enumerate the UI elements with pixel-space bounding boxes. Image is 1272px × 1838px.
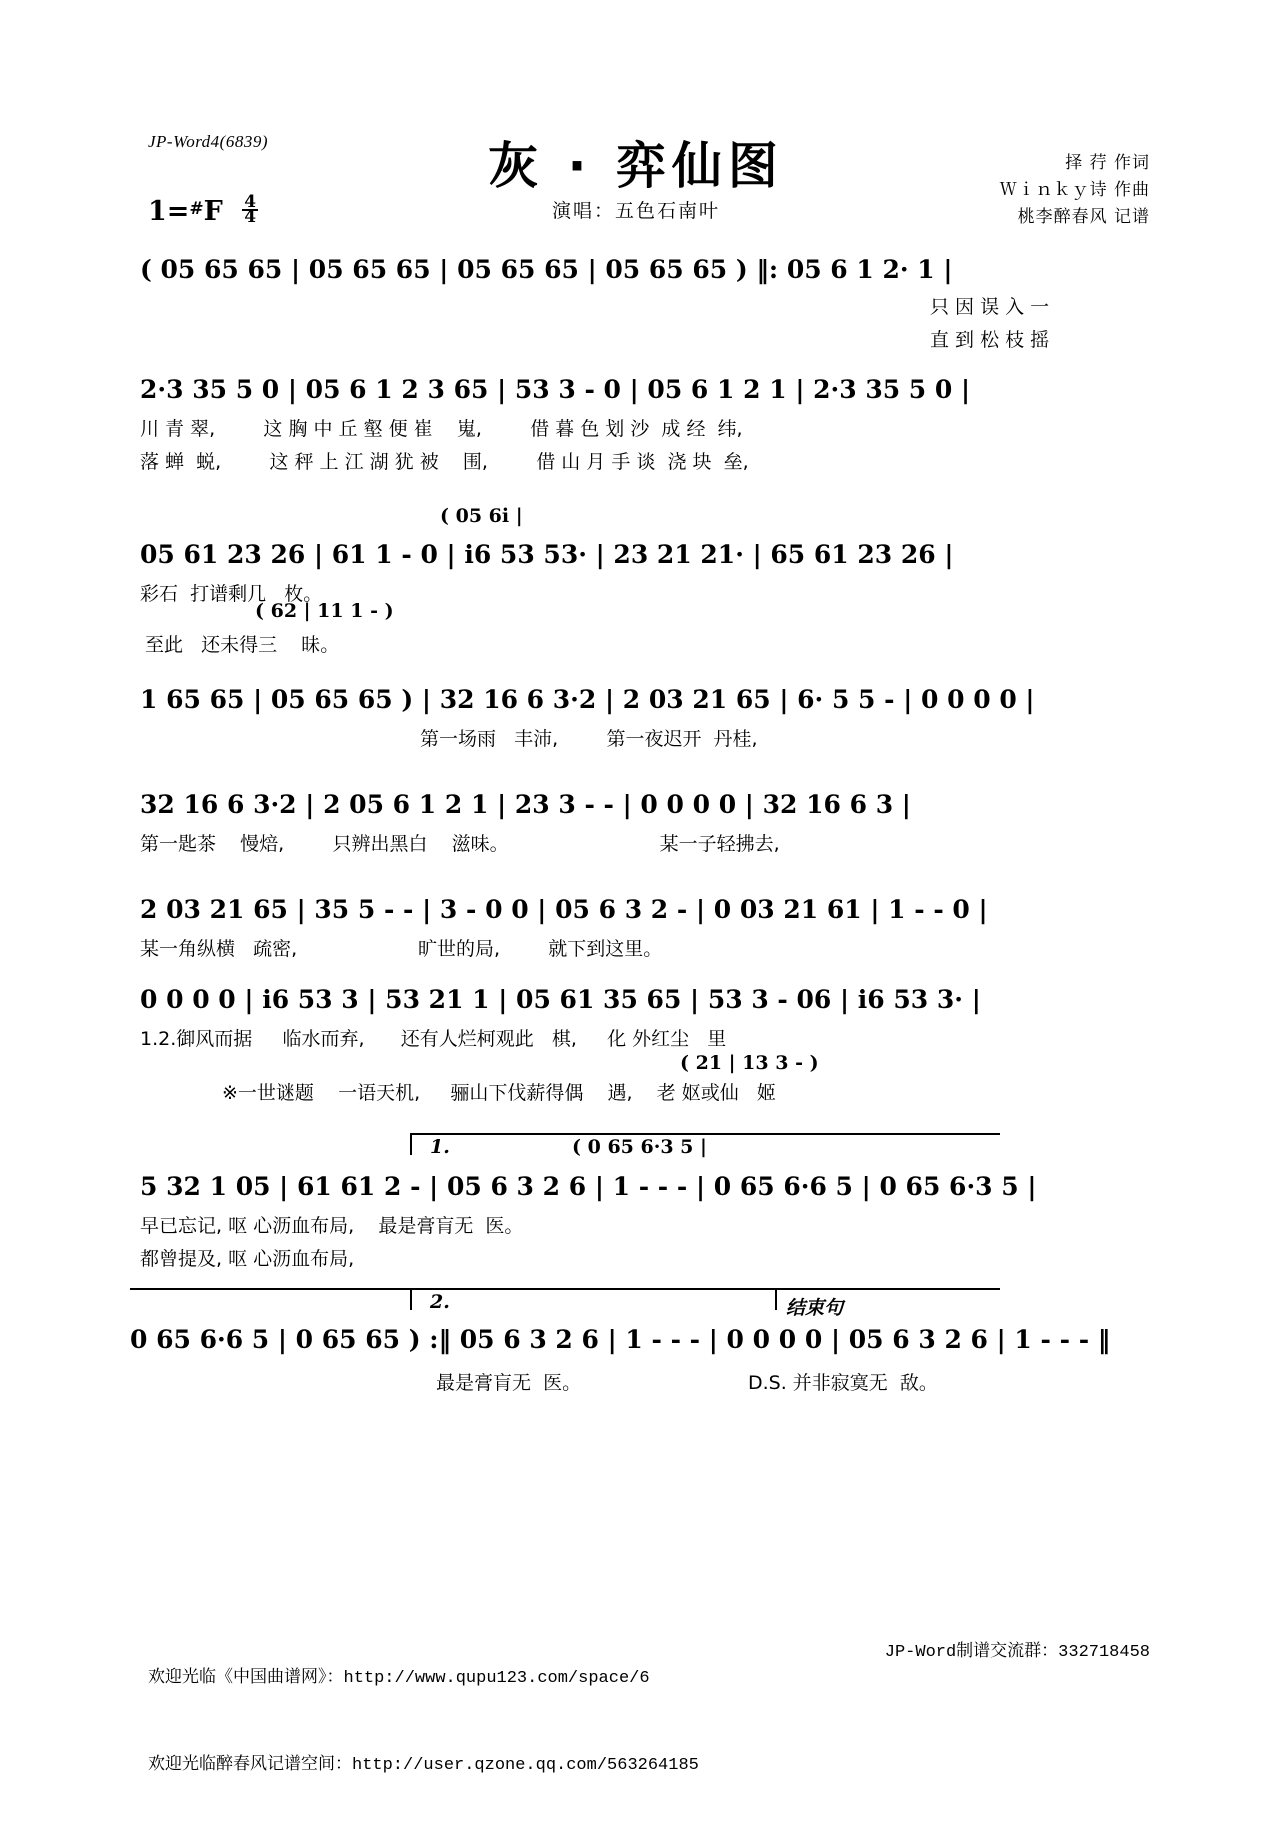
ending-label: 结束句 [786, 1297, 844, 1319]
note-line: 2 03 21 65 | 35 5 - - | 3 - 0 0 | 05 6 3 2 - | 0 03 21 61 | 1 - - 0 | [140, 895, 988, 924]
lyric-line-1: 1.2.御风而据 临水而弃, 还有人烂柯观此 棋, 化 外红尘 里 [140, 1028, 727, 1050]
note-line: ( 05 65 65 | 05 65 65 | 05 65 65 | 05 65 65 ) ‖: 05 6 1 2· 1 | [140, 255, 953, 284]
key-label: 1= [148, 196, 190, 227]
lyric-line-1: 早已忘记, 呕 心沥血布局, 最是膏肓无 医。 [140, 1215, 524, 1237]
volta-number: 1. [430, 1136, 450, 1158]
time-denominator: 4 [244, 207, 257, 227]
credit-transcriber: 桃李醉春风 记谱 [1017, 207, 1150, 227]
note-line: 1 65 65 | 05 65 65 ) | 32 16 6 3·2 | 2 03 21 65 | 6· 5 5 - | 0 0 0 0 | [140, 685, 1035, 714]
music-row-9 [130, 1325, 1272, 1354]
music-row-3-ossia-bottom [145, 600, 1272, 657]
ds-lyric-line: D.S. 并非寂寞无 敌。 [748, 1372, 938, 1394]
music-row-7-lyrics-2 [222, 1078, 1272, 1105]
music-row-7 [140, 985, 1272, 1051]
lyric-line-1: 第一匙茶 慢焙, 只辨出黑白 滋味。 某一子轻拂去, [140, 833, 780, 855]
ossia-line: ( 0 65 6·3 5 | [572, 1136, 707, 1158]
lyric-line-1: 只 因 误 入 一 [930, 296, 1050, 318]
credit-lyricist: 择 荇 作词 [1065, 153, 1150, 173]
lyric-line-2: 都曾提及, 呕 心沥血布局, [140, 1248, 355, 1270]
volta-2-bracket-tick [410, 1288, 412, 1310]
music-row-4 [140, 685, 1272, 751]
music-row-1-lyrics [930, 292, 1272, 352]
music-row-1 [140, 255, 1272, 284]
footer-group-id: JP-Word制谱交流群：332718458 [884, 1643, 1150, 1662]
time-signature [242, 192, 258, 227]
page-title: 灰 · 弈仙图 [488, 137, 784, 195]
footer-line-1[interactable]: 欢迎光临《中国曲谱网》：http://www.qupu123.com/space/6 [148, 1669, 650, 1688]
note-line: 0 0 0 0 | i6 53 3 | 53 21 1 | 05 61 35 65 | 53 3 - 06 | i6 53 3· | [140, 985, 981, 1014]
ossia-line: ( 21 | 13 3 - ) [680, 1052, 819, 1074]
lyric-line-1: 彩石 打谱剩几 枚。 [140, 583, 323, 605]
note-line: 0 65 6·6 5 | 0 65 65 ) :‖ 05 6 3 2 6 | 1 - - - | 0 0 0 0 | 05 6 3 2 6 | 1 - - - ‖ [130, 1325, 1111, 1354]
music-row-9-ds-line [748, 1368, 1272, 1395]
key-time-signature [148, 192, 258, 227]
volta-1-bracket-tick [410, 1133, 412, 1155]
music-row-6 [140, 895, 1272, 961]
music-row-2 [140, 375, 1272, 474]
time-numerator: 4 [244, 192, 257, 212]
sharp-icon: # [189, 199, 204, 219]
note-line: 2·3 35 5 0 | 05 6 1 2 3 65 | 53 3 - 0 | 05 6 1 2 1 | 2·3 35 5 0 | [140, 375, 971, 404]
music-row-3-ossia-top [440, 505, 1272, 527]
volta-number: 2. [430, 1291, 450, 1313]
ending-label-wrap [786, 1293, 1272, 1320]
lyric-line-2: ※一世谜题 一语天机, 骊山下伐薪得偶 遇, 老 妪或仙 姬 [222, 1082, 776, 1104]
music-row-7-ossia [680, 1052, 1272, 1074]
music-row-8-ossia-top [572, 1136, 1272, 1158]
footer-links [148, 1606, 699, 1838]
credit-composer: Ｗｉｎｋｙ诗 作曲 [999, 180, 1150, 200]
key-note: F [203, 196, 223, 227]
note-line: 5 32 1 05 | 61 61 2 - | 05 6 3 2 6 | 1 - - - | 0 65 6·6 5 | 0 65 6·3 5 | [140, 1172, 1037, 1201]
ossia-line: ( 05 6i | [440, 505, 523, 527]
footer-line-2[interactable]: 欢迎光临醉春风记谱空间：http://user.qzone.qq.com/563264185 [148, 1756, 699, 1775]
lyric-line-1: 第一场雨 丰沛, 第一夜迟开 丹桂, [420, 728, 758, 750]
lyric-line-2: 直 到 松 枝 摇 [930, 329, 1050, 351]
lyric-line-2: 落 蝉 蜕, 这 秤 上 江 湖 犹 被 围, 借 山 月 手 谈 浇 块 垒, [140, 451, 749, 473]
note-line: 05 61 23 26 | 61 1 - 0 | i6 53 53· | 23 21 21· | 65 61 23 26 | [140, 540, 954, 569]
lyric-line-1: 最是膏肓无 医。 [436, 1372, 582, 1394]
performer-line: 演唱：五色石南叶 [551, 200, 720, 222]
lyric-line-2: 至此 还未得三 昧。 [145, 634, 340, 656]
music-row-3 [140, 540, 1272, 606]
ossia-line: ( 62 | 11 1 - ) [255, 600, 394, 622]
music-row-8 [140, 1172, 1272, 1271]
credits-block [1000, 150, 1150, 231]
volta-2-bracket [130, 1288, 1000, 1290]
music-row-5 [140, 790, 1272, 856]
volta-1-bracket [410, 1133, 1000, 1135]
lyric-line-1: 川 青 翠, 这 胸 中 丘 壑 便 崔 嵬, 借 暮 色 划 沙 成 经 纬, [140, 418, 743, 440]
document-id: JP-Word4(6839) [148, 132, 268, 151]
lyric-line-1: 某一角纵横 疏密, 旷世的局, 就下到这里。 [140, 938, 663, 960]
note-line: 32 16 6 3·2 | 2 05 6 1 2 1 | 23 3 - - | 0 0 0 0 | 32 16 6 3 | [140, 790, 911, 819]
